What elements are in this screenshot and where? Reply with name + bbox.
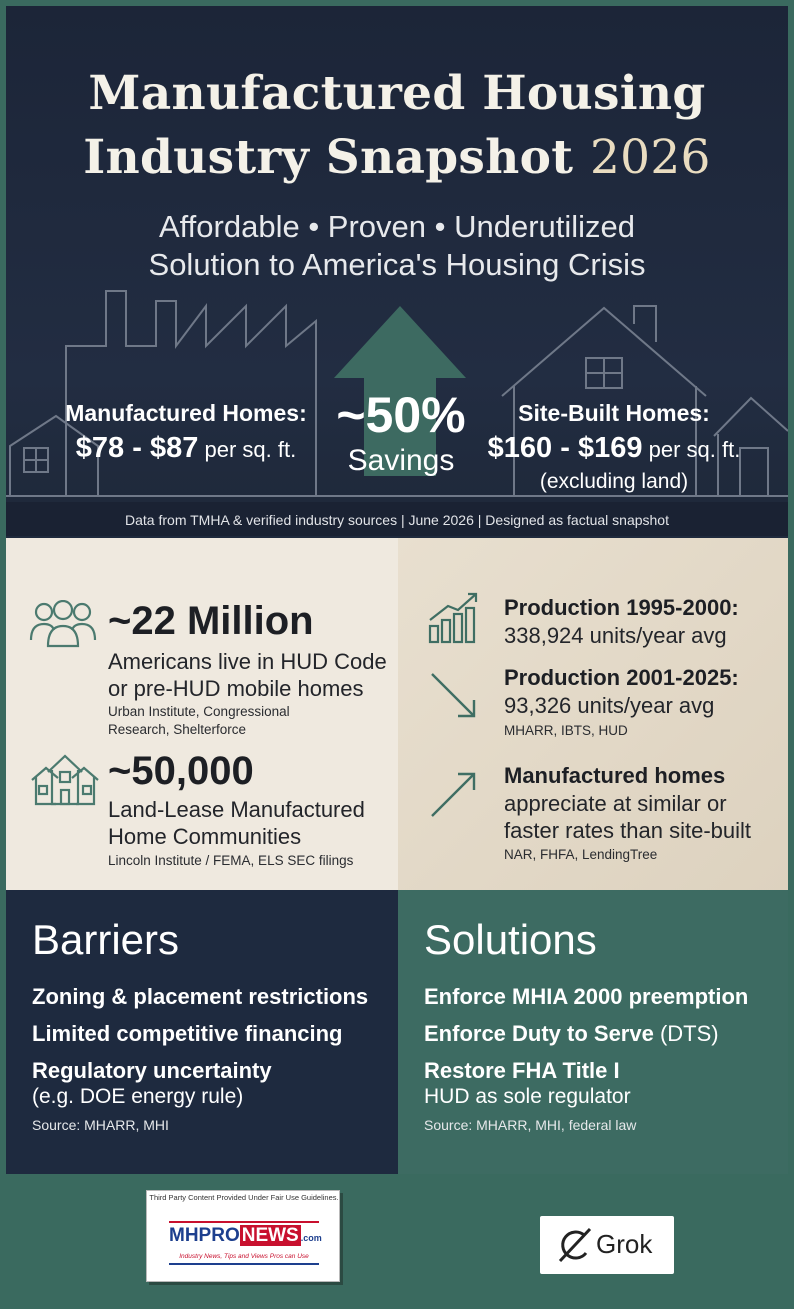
appreciation-desc bbox=[504, 790, 751, 844]
population-value: ~22 Million bbox=[108, 599, 314, 643]
title-year: 2026 bbox=[589, 130, 711, 185]
solution-item: Enforce MHIA 2000 preemption bbox=[424, 984, 749, 1009]
site-built-cost-unit: per sq. ft. bbox=[648, 437, 741, 462]
savings-percent: ~50% bbox=[336, 387, 466, 443]
solution-item-suffix: (DTS) bbox=[659, 1021, 719, 1046]
appreciation-line-2: appreciate at similar or bbox=[504, 791, 727, 816]
manufactured-cost-label: Manufactured Homes: bbox=[65, 400, 307, 426]
production-2001-value: 93,326 units/year avg bbox=[504, 693, 715, 718]
site-built-cost-value-row bbox=[474, 430, 754, 468]
manufactured-cost-unit: per sq. ft. bbox=[204, 437, 297, 462]
mhp-text-b: NEWS bbox=[241, 1225, 299, 1246]
site-built-cost bbox=[474, 398, 754, 496]
barrier-item: Regulatory uncertainty bbox=[32, 1058, 272, 1083]
barriers-list bbox=[32, 978, 368, 1137]
barrier-item: Limited competitive financing bbox=[32, 1021, 343, 1046]
communities-value: ~50,000 bbox=[108, 749, 254, 793]
solutions-heading: Solutions bbox=[424, 916, 597, 963]
appreciation-title: Manufactured homes bbox=[504, 763, 726, 788]
savings-callout bbox=[326, 386, 476, 478]
title-line-2 bbox=[6, 126, 788, 190]
population-desc-line-1: Americans live in HUD Code bbox=[108, 649, 387, 674]
manufactured-cost bbox=[46, 398, 326, 468]
production-1995-value: 338,924 units/year avg bbox=[504, 623, 727, 648]
people-icon bbox=[28, 600, 98, 660]
solution-item-row bbox=[424, 1015, 748, 1052]
population-desc-line-2: or pre-HUD mobile homes bbox=[108, 676, 364, 701]
communities-desc bbox=[108, 796, 365, 850]
barriers-panel bbox=[6, 890, 398, 1174]
barrier-sub-note: (e.g. DOE energy rule) bbox=[32, 1085, 244, 1108]
title-line-1: Manufactured Housing bbox=[88, 66, 706, 121]
barrier-item: Zoning & placement restrictions bbox=[32, 984, 369, 1009]
grok-icon bbox=[554, 1225, 594, 1265]
communities-desc-line-2: Home Communities bbox=[108, 824, 302, 849]
arrow-up-icon bbox=[426, 766, 482, 822]
manufactured-cost-value-row bbox=[46, 430, 326, 468]
grok-logo bbox=[540, 1216, 674, 1274]
page-title bbox=[6, 62, 788, 190]
infographic bbox=[6, 6, 788, 1174]
savings-label: Savings bbox=[347, 444, 455, 477]
logo-rule-2 bbox=[169, 1263, 319, 1265]
houses-icon bbox=[30, 750, 100, 808]
appreciation-source: NAR, FHFA, LendingTree bbox=[504, 847, 658, 862]
production-2001-title: Production 2001-2025: bbox=[504, 665, 739, 690]
barriers-source: Source: MHARR, MHI bbox=[32, 1117, 169, 1133]
population-source-line-1: Urban Institute, Congressional bbox=[108, 704, 290, 719]
appreciation-line-3: faster rates than site-built bbox=[504, 818, 752, 843]
hero-section bbox=[6, 6, 788, 536]
mhp-text-a: MHPRO bbox=[169, 1225, 240, 1246]
mhp-text-c: .com bbox=[300, 1233, 322, 1243]
solutions-list bbox=[424, 978, 748, 1137]
fair-use-notice: Third Party Content Provided Under Fair Use Guidelines. bbox=[149, 1193, 339, 1202]
barriers-heading: Barriers bbox=[32, 916, 180, 963]
subtitle-line-1: Affordable • Proven • Underutilized bbox=[158, 209, 636, 244]
title-line-2-text: Industry Snapshot bbox=[83, 130, 574, 185]
population-panel bbox=[6, 538, 398, 890]
bar-chart-up-icon bbox=[426, 590, 482, 646]
production-panel bbox=[398, 538, 788, 890]
mhpronews-wordmark bbox=[169, 1225, 322, 1251]
solution-sub-note: HUD as sole regulator bbox=[424, 1085, 631, 1108]
site-built-cost-note: (excluding land) bbox=[539, 470, 689, 493]
site-built-cost-value: $160 - $169 bbox=[487, 432, 643, 464]
data-source-note: Data from TMHA & verified industry sources | June 2026 | Designed as factual snapshot bbox=[6, 502, 788, 536]
production-1995-title: Production 1995-2000: bbox=[504, 595, 739, 620]
subtitle bbox=[6, 208, 788, 284]
population-desc bbox=[108, 648, 387, 702]
subtitle-line-2: Solution to America's Housing Crisis bbox=[148, 247, 646, 282]
arrow-down-icon bbox=[426, 668, 482, 724]
communities-desc-line-1: Land-Lease Manufactured bbox=[108, 797, 365, 822]
manufactured-cost-value: $78 - $87 bbox=[75, 432, 199, 464]
solutions-panel bbox=[398, 890, 788, 1174]
logo-rule bbox=[169, 1221, 319, 1223]
solution-item: Enforce Duty to Serve bbox=[424, 1021, 654, 1046]
population-source-line-2: Research, Shelterforce bbox=[108, 722, 247, 737]
production-source: MHARR, IBTS, HUD bbox=[504, 723, 628, 738]
solution-item: Restore FHA Title I bbox=[424, 1058, 620, 1083]
solutions-source: Source: MHARR, MHI, federal law bbox=[424, 1117, 637, 1133]
grok-wordmark: Grok bbox=[596, 1229, 653, 1259]
mhpronews-tagline: Industry News, Tips and Views Pros can Use bbox=[179, 1253, 309, 1260]
population-source bbox=[108, 703, 290, 739]
mhpronews-logo bbox=[146, 1190, 340, 1282]
communities-source: Lincoln Institute / FEMA, ELS SEC filings bbox=[108, 853, 354, 868]
site-built-cost-label: Site-Built Homes: bbox=[518, 400, 710, 426]
